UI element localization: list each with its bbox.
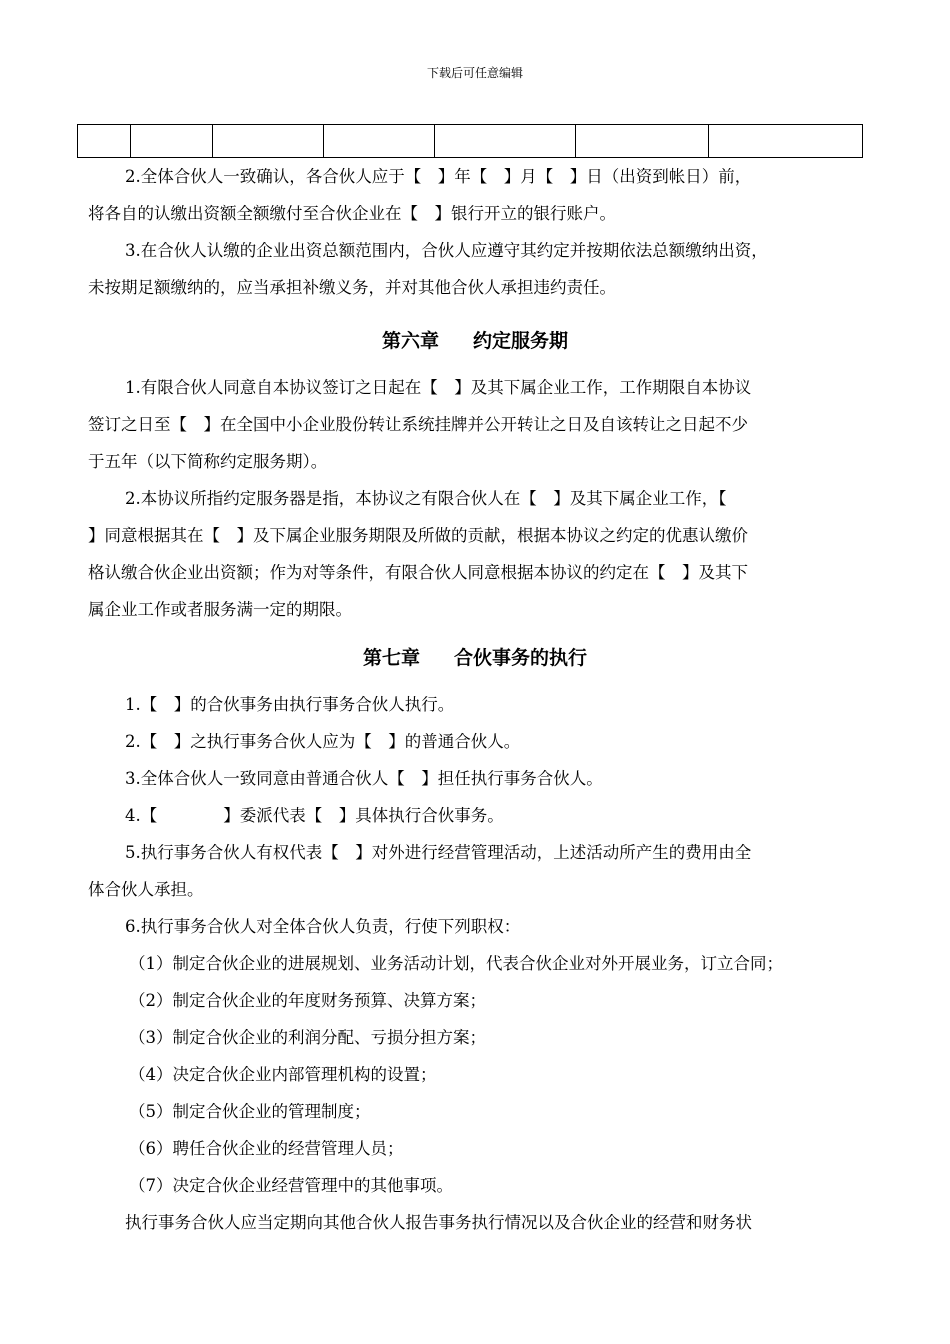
paragraph-line: 1.有限合伙人同意自本协议签订之日起在【 】及其下属企业工作，工作期限自本协议 xyxy=(125,378,752,397)
paragraph-line: 签订之日至【 】在全国中小企业股份转让系统挂牌并公开转让之日及自该转让之日起不少 xyxy=(88,415,748,434)
paragraph-line: 4.【 】委派代表【 】具体执行合伙事务。 xyxy=(125,806,504,825)
chapter-title: 约定服务期 xyxy=(473,330,569,352)
paragraph-line: 2.全体合伙人一致确认，各合伙人应于【 】年【 】月【 】日（出资到帐日）前， xyxy=(125,167,752,186)
paragraph-line: 未按期足额缴纳的，应当承担补缴义务，并对其他合伙人承担违约责任。 xyxy=(88,278,616,297)
chapter-number: 第七章 xyxy=(362,647,420,669)
chapter-number: 第六章 xyxy=(381,330,439,352)
list-item: （1）制定合伙企业的进展规划、业务活动计划，代表合伙企业对外开展业务，订立合同； xyxy=(129,954,783,973)
paragraph-line: 于五年（以下简称约定服务期）。 xyxy=(88,452,328,471)
table-cell xyxy=(709,125,863,158)
list-item: （6）聘任合伙企业的经营管理人员； xyxy=(129,1139,404,1158)
table-fragment xyxy=(77,124,863,158)
paragraph-line: 】同意根据其在【 】及下属企业服务期限及所做的贡献，根据本协议之约定的优惠认缴价 xyxy=(88,526,748,545)
table-cell xyxy=(576,125,709,158)
chapter-title: 合伙事务的执行 xyxy=(454,647,588,669)
list-item: （4）决定合伙企业内部管理机构的设置； xyxy=(129,1065,437,1084)
paragraph-line: 3.全体合伙人一致同意由普通合伙人【 】担任执行事务合伙人。 xyxy=(125,769,603,788)
table-cell xyxy=(435,125,576,158)
list-item: （5）制定合伙企业的管理制度； xyxy=(129,1102,371,1121)
list-item: （2）制定合伙企业的年度财务预算、决算方案； xyxy=(129,991,486,1010)
chapter-6-heading xyxy=(88,315,862,367)
paragraph-line: 3.在合伙人认缴的企业出资总额范围内，合伙人应遵守其约定并按期依法总额缴纳出资， xyxy=(125,241,768,260)
paragraph-line: 将各自的认缴出资额全额缴付至合伙企业在【 】银行开立的银行账户。 xyxy=(88,204,616,223)
paragraph-line: 6.执行事务合伙人对全体合伙人负责，行使下列职权： xyxy=(125,917,521,936)
paragraph-line: 格认缴合伙企业出资额；作为对等条件，有限合伙人同意根据本协议的约定在【 】及其下 xyxy=(88,563,748,582)
chapter-7-heading xyxy=(88,632,862,684)
list-item: （7）决定合伙企业经营管理中的其他事项。 xyxy=(129,1176,453,1195)
table-row xyxy=(78,125,863,158)
paragraph-line: 5.执行事务合伙人有权代表【 】对外进行经营管理活动，上述活动所产生的费用由全 xyxy=(125,843,752,862)
paragraph-line: 2.本协议所指约定服务器是指，本协议之有限合伙人在【 】及其下属企业工作，【 xyxy=(125,489,727,508)
paragraph-line: 体合伙人承担。 xyxy=(88,880,204,899)
paragraph-line: 执行事务合伙人应当定期向其他合伙人报告事务执行情况以及合伙企业的经营和财务状 xyxy=(125,1213,752,1232)
paragraph-line: 1.【 】的合伙事务由执行事务合伙人执行。 xyxy=(125,695,455,714)
table-cell xyxy=(213,125,324,158)
paragraph-line: 属企业工作或者服务满一定的期限。 xyxy=(88,600,352,619)
table-cell xyxy=(78,125,131,158)
table-cell xyxy=(131,125,213,158)
document-body xyxy=(88,158,862,1241)
page-header: 下载后可任意编辑 xyxy=(426,66,523,80)
table-cell xyxy=(324,125,435,158)
list-item: （3）制定合伙企业的利润分配、亏损分担方案； xyxy=(129,1028,486,1047)
paragraph-line: 2.【 】之执行事务合伙人应为【 】的普通合伙人。 xyxy=(125,732,521,751)
